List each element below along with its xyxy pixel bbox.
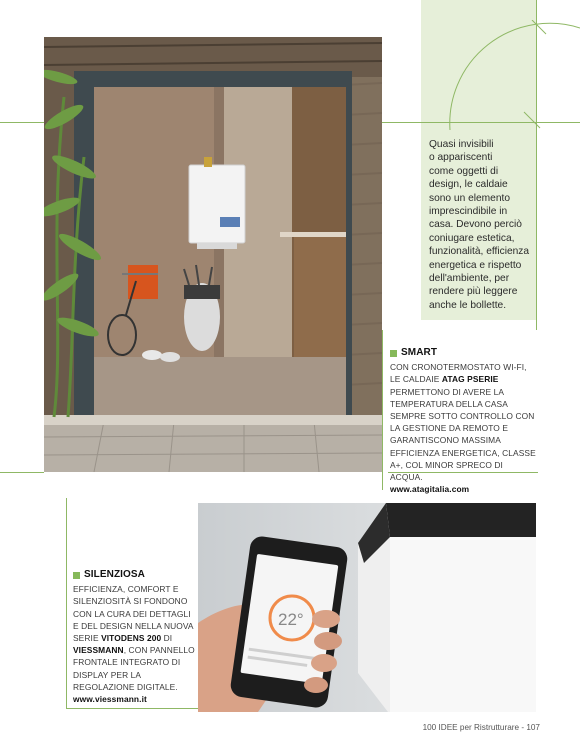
green-square-icon [390, 350, 397, 357]
caption-body [390, 361, 536, 483]
caption-title-text: SMART [401, 347, 438, 358]
intro-line: energetica e rispetto [429, 259, 522, 271]
caption-title [73, 569, 195, 581]
boiler-room-photo [44, 37, 382, 472]
intro-line: rendere più leggere [429, 286, 518, 298]
intro-line: Quasi invisibili [429, 139, 494, 150]
guide-line [66, 498, 67, 708]
caption-title-text: SILENZIOSA [84, 569, 146, 580]
green-square-icon [73, 572, 80, 579]
product-name: VITODENS 200 [101, 633, 162, 644]
brand-name: ATAG PSERIE [441, 374, 499, 385]
intro-paragraph [429, 138, 541, 312]
guide-line [382, 330, 383, 490]
caption-text: PERMETTONO DI AVERE LA TEMPERATURA DELLA CASA SEMPRE SOTTO CONTROLLO CON LA GESTIONE DA REMOTO E GARANTISCONO MASSIMA EFFICIENZA ENERGETICA, CLASSE A+, COL MINOR SPRECO DI ACQUA. [390, 386, 536, 483]
smartphone-thermostat-photo [198, 503, 536, 712]
page-footer: 100 IDEE per Ristrutturare - 107 [422, 723, 540, 732]
intro-line: imprescindibile in [429, 206, 508, 218]
guide-line [0, 472, 44, 473]
brand-url[interactable]: www.viessmann.it [73, 694, 147, 705]
caption-text: , CON PANNELLO FRONTALE INTEGRATO DI DISPLAY PER LA REGOLAZIONE DIGITALE. [73, 645, 195, 692]
caption-body [73, 583, 195, 693]
caption-text: CON CRONOTERMOSTATO WI-FI, LE CALDAIE [390, 362, 527, 385]
guide-line [66, 708, 198, 709]
intro-line: coniugare estetica, [429, 232, 515, 244]
caption-title [390, 347, 536, 359]
intro-line: sono un elemento [429, 192, 510, 204]
intro-line: dell'ambiente, per [429, 273, 510, 285]
intro-line: come oggetti di [429, 165, 499, 177]
brand-url[interactable]: www.atagitalia.com [390, 484, 470, 495]
intro-line: anche le bollette. [429, 299, 507, 311]
caption-smart [390, 347, 536, 495]
intro-line: design, le caldaie [429, 179, 508, 191]
intro-line: casa. Devono perciò [429, 219, 522, 231]
intro-line: o appariscenti [429, 152, 493, 164]
caption-silenziosa [73, 569, 195, 705]
caption-text: EFFICIENZA, COMFORT E SILENZIOSITÀ SI FONDONO CON LA CURA DEI DETTAGLI E DEL DESIGN NELLA NUOVA SERIE [73, 584, 194, 644]
brand-name: VIESSMANN [73, 645, 124, 656]
phone-temperature: 22° [278, 610, 304, 629]
intro-line: funzionalità, efficienza [429, 246, 530, 258]
caption-text: DI [161, 633, 173, 644]
